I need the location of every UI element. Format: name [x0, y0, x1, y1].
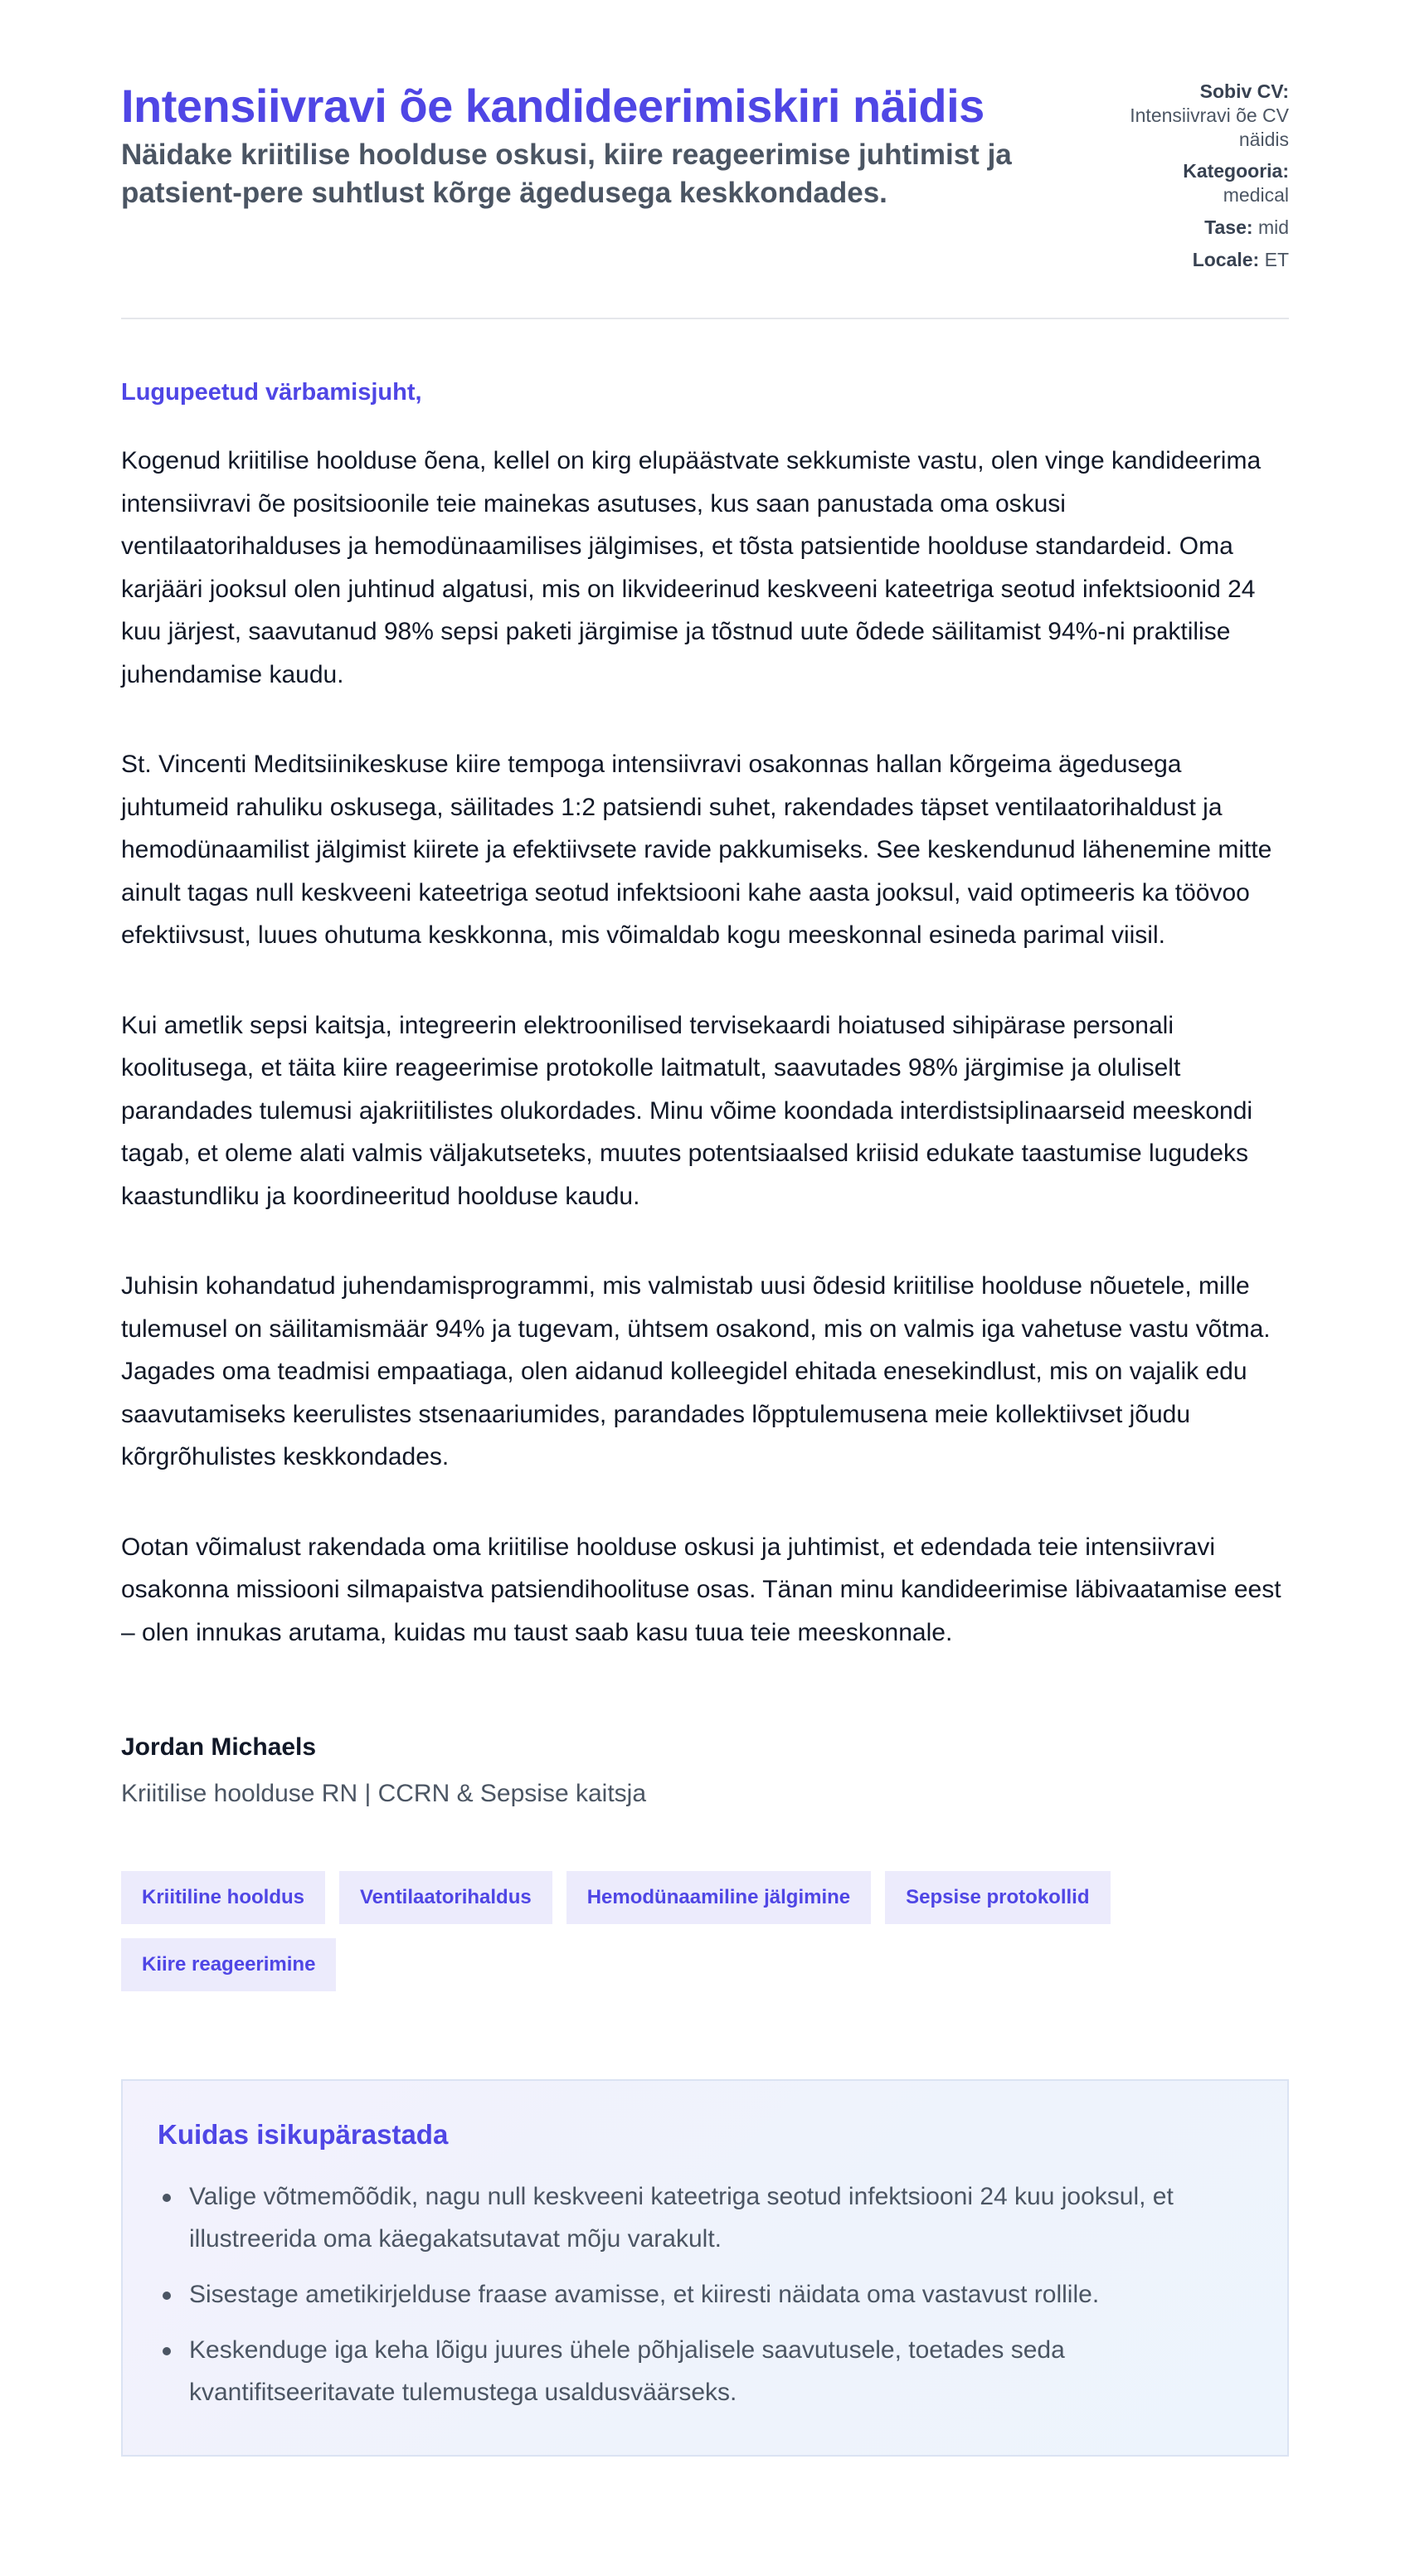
meta-level-value: mid	[1257, 216, 1289, 238]
tip-text: Sisestage ametikirjelduse fraase avamisse, et kiiresti näidata oma vastavust rollile.	[189, 2281, 1100, 2309]
letter-paragraph: St. Vincenti Meditsiinikeskuse kiire tempoga intensiivravi osakonnas hallan kõrgeima ägedusega juhtumeid rahuliku oskusega, säilitades 1:2 patsiendi suhet, rakendades täpset ventilaatorihaldust ja hemodünaamilist jälgimist kiirete ja efektiivsete ravide pakkumiseks. See keskendunud lähenemine mitte ainult tagas null keskveeni kateetriga seotud infektsiooni kahe aasta jooksul, vaid optimeeris ka töövoo efektiivsust, luues ohutuma keskkonna, mis võimaldab kogu meeskonnal esineda parimal viisil.	[121, 751, 1272, 950]
letter-body	[121, 379, 1289, 1654]
letter-paragraph: Juhisin kohandatud juhendamisprogrammi, mis valmistab uusi õdesid kriitilise hoolduse nõuetele, mille tulemusel on säilitamismäär 94% ja tugevam, ühtsem osakond, mis on valmis iga vahetuse vastu võtma. Jagades oma teadmisi empaatiaga, olen aidanud kolleegidel ehitada enesekindlust, mis on vajalik edu saavutamiseks keerulistes stsenaariumides, parandades lõpptulemusena meie kollektiivset jõudu kõrgrõhulistes keskkondades.	[121, 1272, 1271, 1471]
letter-paragraph: Kogenud kriitilise hoolduse õena, kellel on kirg elupäästvate sekkumiste vastu, olen vinge kandideerima intensiivravi õe positsioonile teie mainekas asutuses, kus saan panustada oma oskusi ventilaatorihalduses ja hemodünaamilises jälgimises, et tõsta patsientide hoolduse standardeid. Oma karjääri jooksul olen juhtinud algatusi, mis on likvideerinud keskveeni kateetriga seotud infektsioonid 24 kuu järjest, saavutanud 98% sepsi paketi järgimise ja tõstnud uute õdede säilitamist 94%-ni praktilise juhendamise kaudu.	[121, 447, 1262, 688]
bullet-icon	[163, 2292, 171, 2300]
skill-tag: Sepsise protokollid	[885, 1871, 1110, 1924]
tip-item	[158, 2329, 1252, 2413]
letter-paragraph: Kui ametlik sepsi kaitsja, integreerin elektroonilised tervisekaardi hoiatused sihipärase personali koolitusega, et täita kiire reageerimise protokolle laitmatult, saavutades 98% järgimise ja oluliselt parandades tulemusi ajakriitilistes olukordades. Minu võime koondada interdistsiplinaarseid meeskondi tagab, et oleme alati valmis väljakutseteks, muutes potentsiaalsed kriisid edukate taastumise lugudeks kaastundliku ja koordineeritud hoolduse kaudu.	[121, 1011, 1253, 1210]
meta-panel	[1098, 80, 1289, 279]
bullet-icon	[163, 2194, 171, 2202]
personalization-tips	[121, 2079, 1289, 2457]
signature-block	[121, 1733, 1289, 1808]
meta-locale-label: Locale:	[1192, 248, 1260, 270]
tips-list	[158, 2175, 1252, 2413]
signature-name: Jordan Michaels	[121, 1733, 317, 1762]
meta-category-label: Kategooria:	[1183, 160, 1289, 182]
tip-text: Keskenduge iga keha lõigu juures ühele põhjalisele saavutusele, toetades seda kvantifitseeritavate tulemustega usaldusväärseks.	[189, 2336, 1065, 2407]
bullet-icon	[163, 2347, 171, 2355]
meta-level	[1098, 216, 1289, 240]
skill-tag: Ventilaatorihaldus	[339, 1871, 552, 1924]
meta-cv-label: Sobiv CV:	[1199, 80, 1289, 102]
signature-title: Kriitilise hoolduse RN | CCRN & Sepsise kaitsja	[121, 1780, 647, 1808]
skill-tag: Hemodünaamiline jälgimine	[566, 1871, 871, 1924]
letter-greeting: Lugupeetud värbamisjuht,	[121, 379, 422, 406]
skill-tags	[121, 1871, 1199, 1991]
page-header	[121, 80, 1289, 319]
page-title: Intensiivravi õe kandideerimiskiri näidis	[121, 80, 985, 132]
meta-level-label: Tase:	[1204, 216, 1253, 238]
tip-item	[158, 2175, 1252, 2260]
skill-tag: Kiire reageerimine	[121, 1938, 336, 1991]
header-titles	[121, 80, 1075, 211]
meta-matching-cv	[1098, 80, 1289, 151]
letter-paragraph: Ootan võimalust rakendada oma kriitilise hoolduse oskusi ja juhtimist, et edendada teie intensiivravi osakonna missiooni silmapaistva patsiendihoolituse osas. Tänan minu kandideerimise läbivaatamise eest – olen innukas arutama, kuidas mu taust saab kasu tuua teie meeskonnale.	[121, 1533, 1281, 1646]
skill-tag: Kriitiline hooldus	[121, 1871, 325, 1924]
meta-locale-value: ET	[1264, 248, 1289, 270]
page-subtitle: Näidake kriitilise hoolduse oskusi, kiire reageerimise juhtimist ja patsient-pere suhtlust kõrge ägedusega keskkondades.	[121, 139, 1012, 209]
cover-letter-page	[121, 0, 1289, 2506]
tips-title: Kuidas isikupärastada	[158, 2119, 449, 2151]
meta-cv-value: Intensiivravi õe CV näidis	[1130, 104, 1289, 150]
meta-category	[1098, 159, 1289, 207]
tip-text: Valige võtmemõõdik, nagu null keskveeni kateetriga seotud infektsiooni 24 kuu jooksul, et illustreerida oma käegakatsutavat mõju varakult.	[189, 2183, 1174, 2253]
meta-category-value: medical	[1223, 184, 1289, 206]
meta-locale	[1098, 248, 1289, 272]
tip-item	[158, 2273, 1252, 2316]
